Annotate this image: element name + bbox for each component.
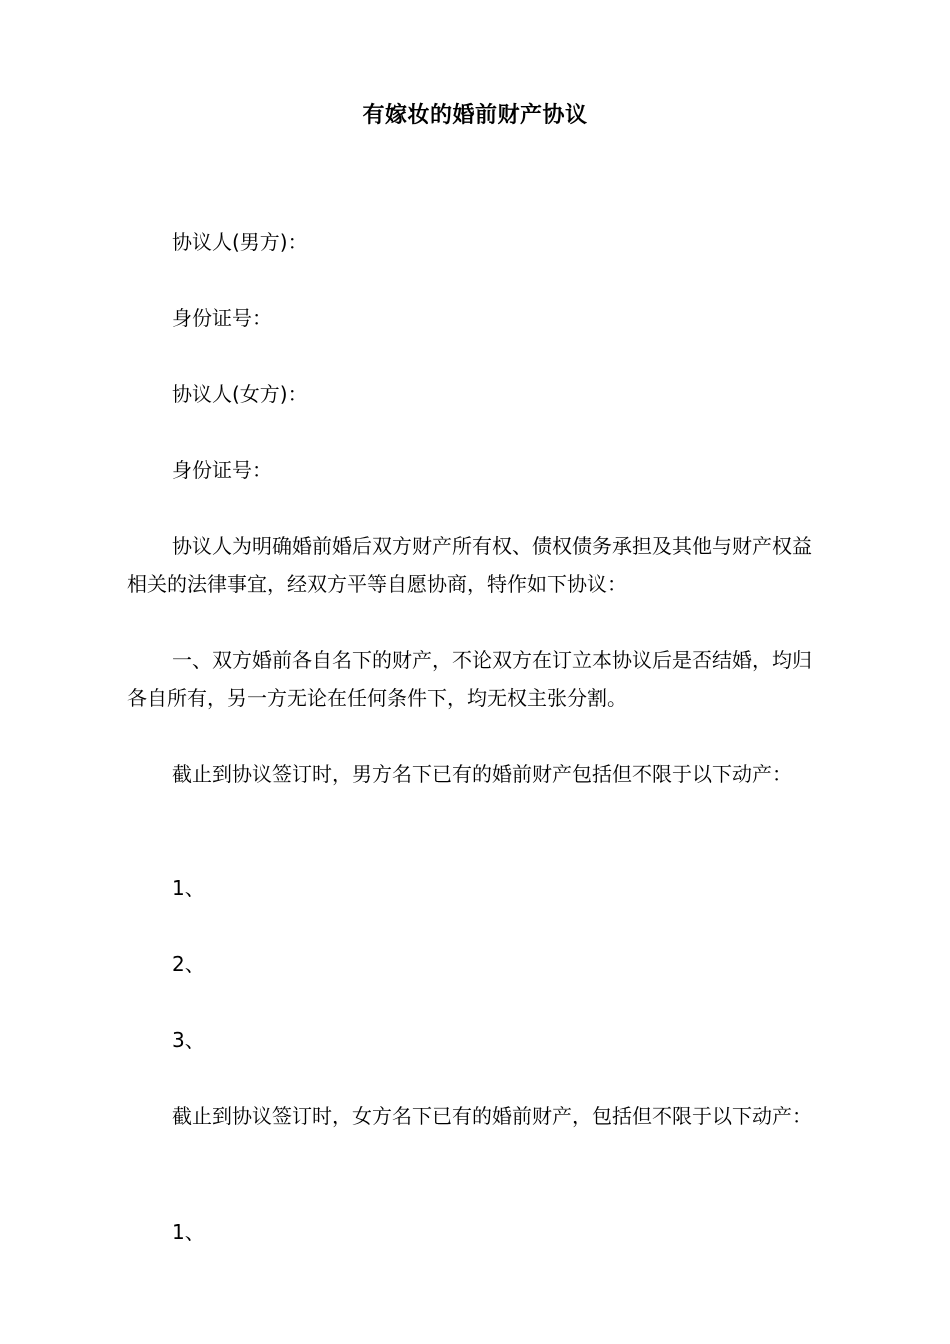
id-female-label: 身份证号： — [172, 458, 272, 482]
party-female-label: 协议人(女方)： — [172, 382, 308, 406]
id-male-label: 身份证号： — [172, 306, 272, 330]
male-item-2: 2、 — [172, 952, 205, 976]
preamble-paragraph: 协议人为明确婚前婚后双方财产所有权、债权债务承担及其他与财产权益相关的法律事宜，经双方平等自愿协商，特作如下协议： — [127, 534, 812, 596]
document-title: 有嫁妆的婚前财产协议 — [362, 103, 588, 128]
male-assets-intro: 截止到协议签订时，男方名下已有的婚前财产包括但不限于以下动产： — [172, 762, 792, 786]
male-item-1: 1、 — [172, 876, 205, 900]
female-item-1: 1、 — [172, 1220, 205, 1244]
female-assets-intro: 截止到协议签订时，女方名下已有的婚前财产，包括但不限于以下动产： — [172, 1104, 812, 1128]
party-male-label: 协议人(男方)： — [172, 230, 308, 254]
clause-1-paragraph: 一、双方婚前各自名下的财产，不论双方在订立本协议后是否结婚，均归各自所有，另一方无论在任何条件下，均无权主张分割。 — [127, 648, 812, 710]
male-item-3: 3、 — [172, 1028, 205, 1052]
